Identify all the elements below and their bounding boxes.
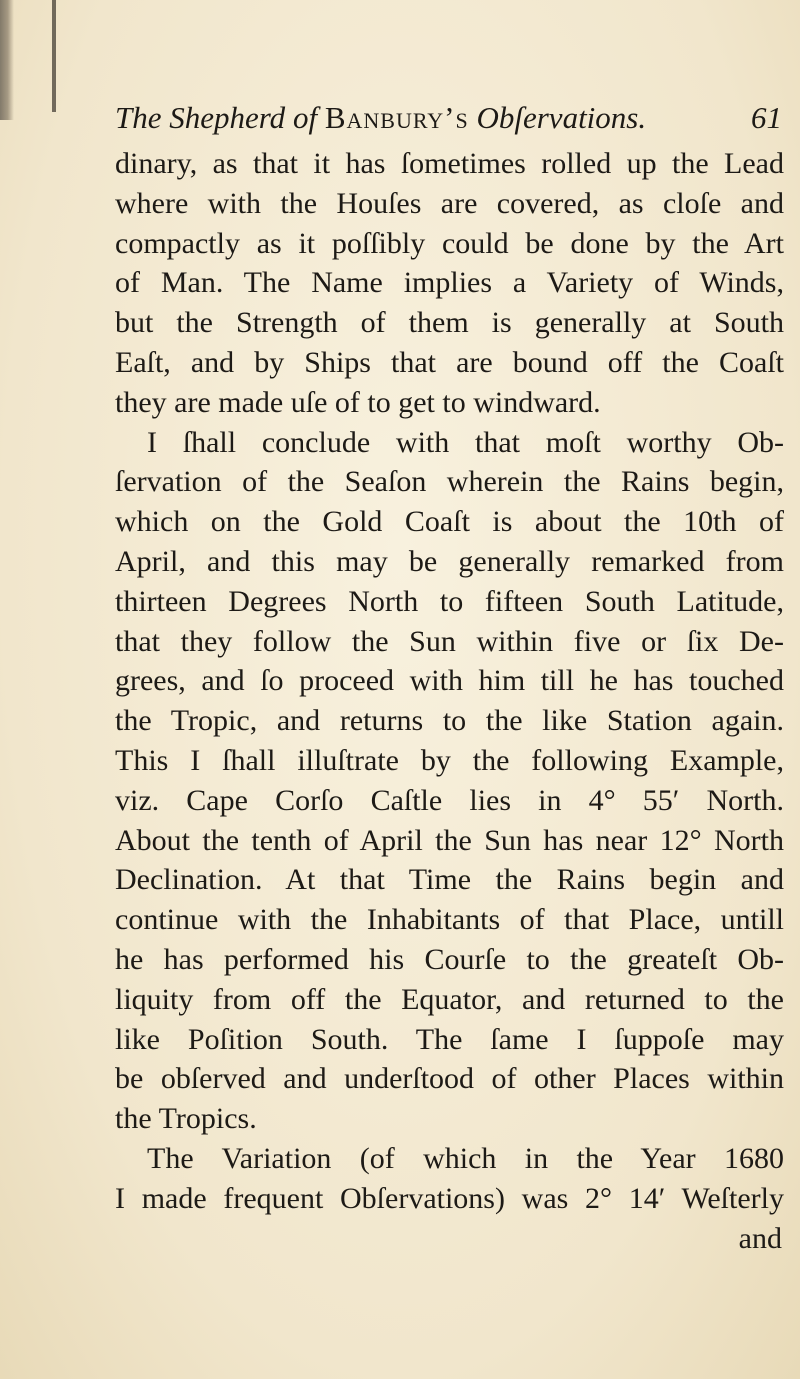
text-line: viz. Cape Corſo Caſtle lies in 4° 55′ North. [115, 783, 784, 817]
text-line: I ſhall conclude with that moſt worthy Ob- [147, 425, 784, 459]
text-line: continue with the Inhabitants of that Place, untill [115, 903, 784, 937]
text-line: The Variation (of which in the Year 1680 [147, 1141, 784, 1175]
binding-line [52, 0, 56, 112]
book-page [115, 100, 790, 1258]
running-title-part-2: of [292, 100, 318, 135]
text-line: liquity from off the Equator, and returned to the [115, 982, 784, 1016]
text-line: thirteen Degrees North to fifteen South Latitude, [115, 584, 784, 618]
text-line: of Man. The Name implies a Variety of Winds, [115, 266, 784, 300]
running-title-part-1: The Shepherd [115, 100, 286, 135]
text-line: but the Strength of them is generally at South [115, 306, 784, 340]
text-line: which on the Gold Coaſt is about the 10th of [115, 505, 784, 539]
text-line: About the tenth of April the Sun has near 12° North [115, 823, 784, 857]
page-number: 61 [751, 100, 782, 135]
text-line: I made frequent Obſervations) was 2° 14′ Weſterly [115, 1181, 784, 1215]
text-line: ſervation of the Seaſon wherein the Rains begin, [115, 465, 784, 499]
running-head [115, 100, 790, 144]
text-line: that they follow the Sun within five or ſix De- [115, 624, 784, 658]
text-line: dinary, as that it has ſometimes rolled up the Lead [115, 147, 784, 180]
text-line: like Poſition South. The ſame I ſuppoſe may [115, 1022, 784, 1056]
running-title [115, 100, 646, 136]
text-line: This I ſhall illuſtrate by the following Example, [115, 743, 784, 777]
running-title-name: Banbury’s [324, 100, 469, 135]
text-line: Eaſt, and by Ships that are bound off the Coaſt [115, 345, 784, 379]
text-line: he has performed his Courſe to the greateſt Ob- [115, 942, 784, 976]
text-line: where with the Houſes are covered, as cloſe and [115, 186, 784, 220]
binding-edge [0, 0, 14, 120]
body-text [115, 144, 790, 1258]
text-line: compactly as it poſſibly could be done by the Art [115, 226, 784, 260]
text-line: Declination. At that Time the Rains begin and [115, 863, 784, 897]
text-line: they are made uſe of to get to windward. [115, 385, 601, 419]
text-line: grees, and ſo proceed with him till he has touched [115, 664, 784, 698]
text-line: be obſerved and underſtood of other Places within [115, 1062, 784, 1096]
running-title-part-3: Obſervations. [476, 100, 647, 135]
text-line: April, and this may be generally remarked from [115, 544, 784, 578]
text-line: the Tropics. [115, 1102, 257, 1136]
catchword: and [738, 1221, 782, 1255]
text-line: the Tropic, and returns to the like Station again. [115, 704, 784, 738]
